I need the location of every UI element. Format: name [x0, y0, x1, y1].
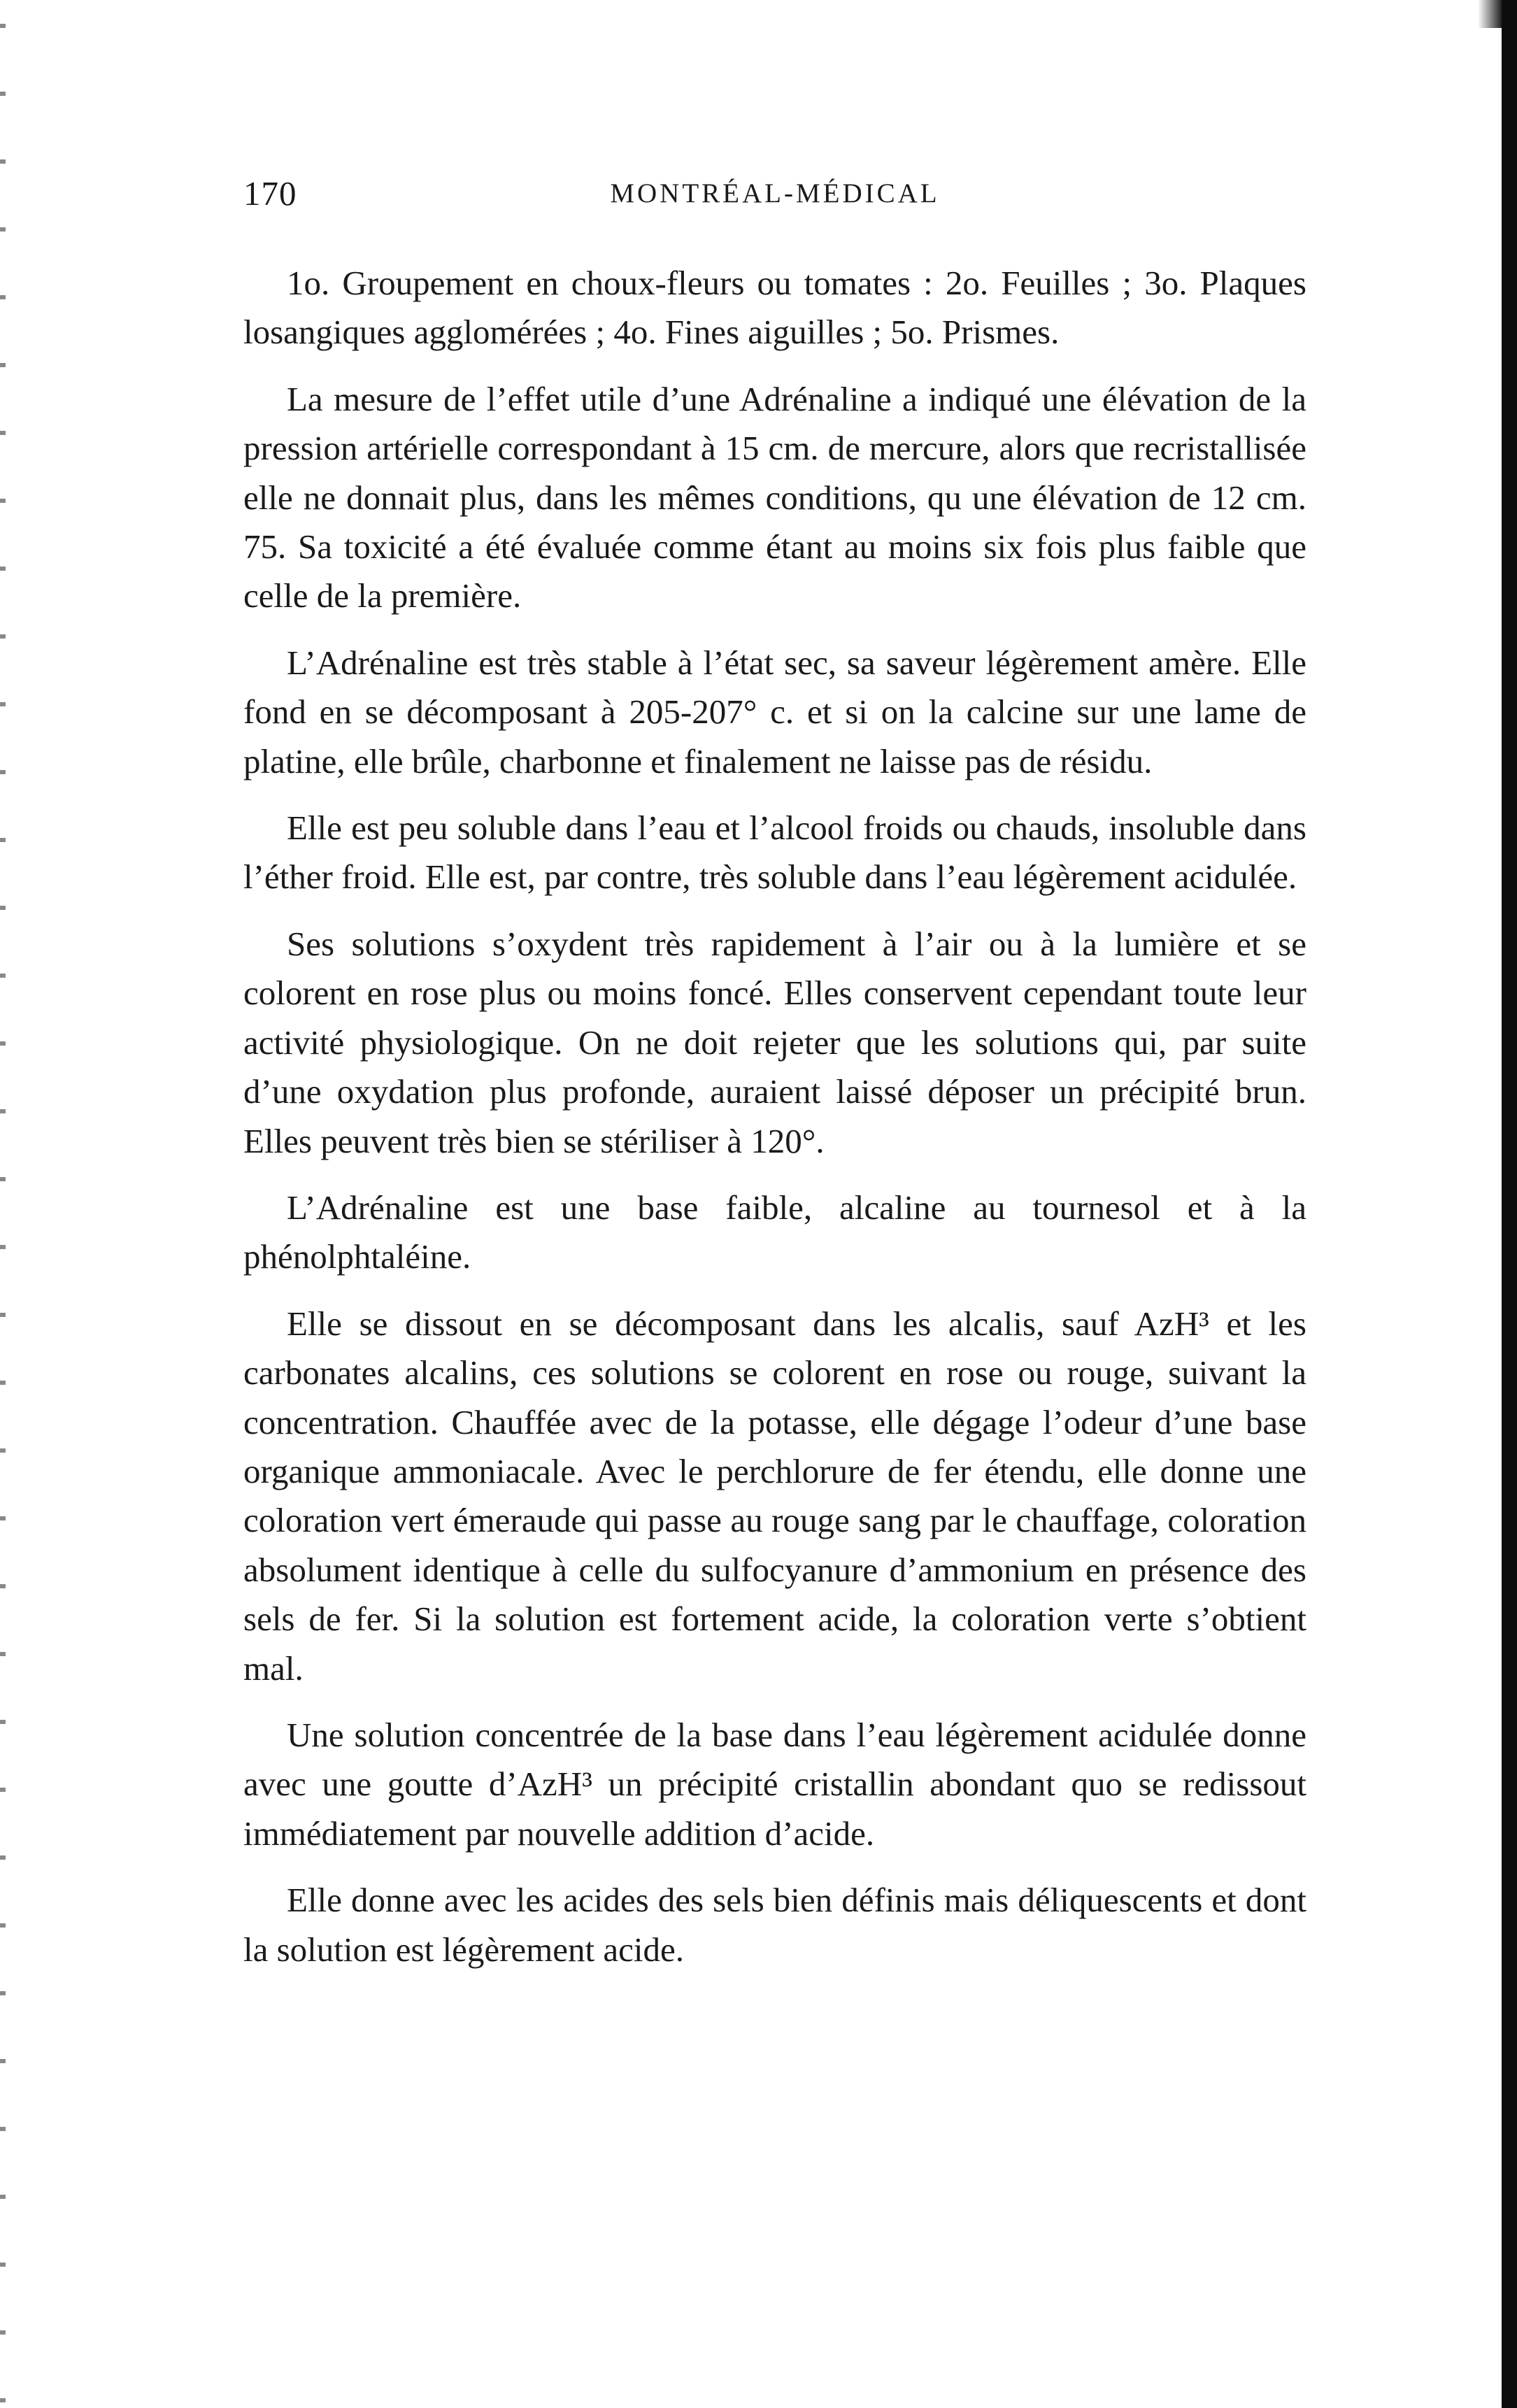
- paragraph-stability: L’Adrénaline est très stable à l’état sec, sa saveur légèrement amère. Elle fond en se décomposant à 205-207° c. et si on la calcine sur une lame de platine, elle brûle, charbonne et finalement ne laisse pas de résidu.: [243, 643, 1306, 781]
- paragraph-crystal-forms: 1o. Groupement en choux-fleurs ou tomates : 2o. Feuilles ; 3o. Plaques losangiques agglomérées ; 4o. Fines aiguilles ; 5o. Prismes.: [243, 264, 1306, 352]
- running-head: [243, 173, 1306, 224]
- paragraph-arterial-pressure: La mesure de l’effet utile d’une Adrénaline a indiqué une élévation de la pression artérielle correspondant à 15 cm. de mercure, alors que recristallisée elle ne donnait plus, dans les mêmes conditions, qu une élévation de 12 cm. 75. Sa toxicité a été évaluée comme étant au moins six fois plus faible que celle de la première.: [243, 379, 1306, 615]
- scan-edge-right: [1502, 0, 1517, 2408]
- paragraph-alkali-reactions: Elle se dissout en se décomposant dans les alcalis, sauf AzH³ et les carbonates alcalins, ces solutions se colorent en rose ou rouge, suivant la concentration. Chauffée avec de la potasse, elle dégage l’odeur d’une base organique ammoniacale. Avec le perchlorure de fer étendu, elle donne une coloration vert émeraude qui passe au rouge sang par le chauffage, coloration absolument identique à celle du sulfocyanure d’ammonium en présence des sels de fer. Si la solution est fortement acide, la coloration verte s’obtient mal.: [243, 1304, 1306, 1688]
- paragraph-precipitate: Une solution concentrée de la base dans l’eau légèrement acidulée donne avec une goutte d’AzH³ un précipité cristallin abondant quo se redissout immédiatement par nouvelle addition d’acide.: [243, 1715, 1306, 1853]
- page-number: 170: [243, 174, 297, 213]
- scan-edge-right-top: [1478, 0, 1502, 28]
- paragraph-weak-base: L’Adrénaline est une base faible, alcaline au tournesol et à la phénolphtaléine.: [243, 1188, 1306, 1276]
- paragraph-salts: Elle donne avec les acides des sels bien définis mais déliquescents et dont la solution est légèrement acide.: [243, 1881, 1306, 1969]
- body-text: [243, 259, 1306, 1992]
- paragraph-oxidation: Ses solutions s’oxydent très rapidement à l’air ou à la lumière et se colorent en rose plus ou moins foncé. Elles conservent cependant toute leur activité physiologique. On ne doit rejeter que les solutions qui, par suite d’une oxydation plus profonde, auraient laissé déposer un précipité brun. Elles peuvent très bien se stériliser à 120°.: [243, 924, 1306, 1160]
- scan-edge-left: [0, 0, 28, 2408]
- paragraph-solubility: Elle est peu soluble dans l’eau et l’alcool froids ou chauds, insoluble dans l’éther froid. Elle est, par contre, très soluble dans l’eau légèrement acidulée.: [243, 808, 1306, 897]
- journal-title: MONTRÉAL-MÉDICAL: [610, 178, 940, 208]
